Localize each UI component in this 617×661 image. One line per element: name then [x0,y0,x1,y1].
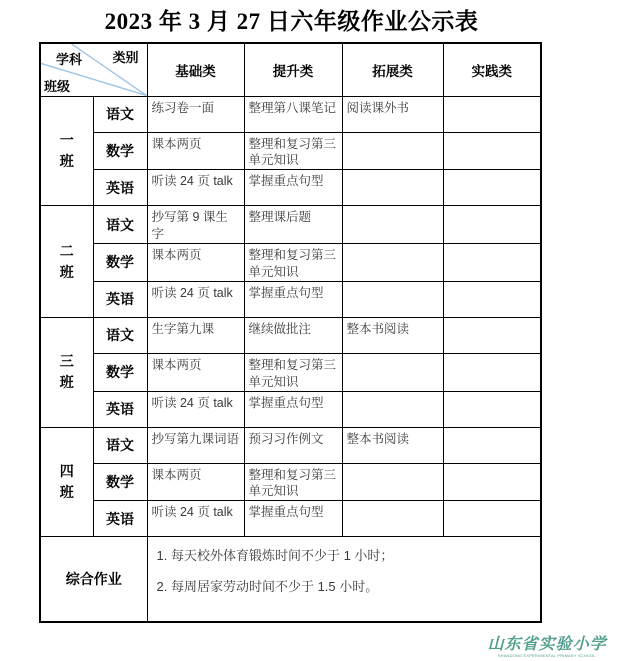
summary-item-2: 2. 每周居家劳动时间不少于 1.5 小时。 [156,579,379,595]
corner-label-category: 类别 [112,50,139,65]
homework-cell: 听读 24 页 talk [147,281,244,317]
homework-cell: 继续做批注 [244,317,342,353]
homework-cell: 整理和复习第三单元知识 [244,244,342,282]
summary-item-1: 1. 每天校外体育锻炼时间不少于 1 小时； [156,548,394,564]
homework-cell [443,132,541,170]
summary-label: 综合作业 [40,537,147,622]
corner-label-subject: 学科 [56,52,83,67]
class-name: 三班 [59,353,74,391]
table-row [40,206,541,244]
subject-cell: 语文 [93,96,147,132]
homework-cell: 掌握重点句型 [244,170,342,206]
table-row [40,463,541,501]
homework-cell: 预习习作例文 [244,427,342,463]
summary-content [147,537,541,622]
subject-cell: 语文 [93,317,147,353]
homework-cell: 整理第八课笔记 [244,96,342,132]
homework-cell: 整理和复习第三单元知识 [244,463,342,501]
homework-cell: 阅读课外书 [342,96,443,132]
class-name: 一班 [59,131,74,169]
class-name-cell [40,317,93,427]
school-name-english: SHANDONG EXPERIMENTAL PRIMARY SCHOOL [498,654,597,659]
homework-cell [443,463,541,501]
homework-cell [443,501,541,537]
subject-cell: 英语 [93,170,147,206]
homework-cell: 课本两页 [147,132,244,170]
school-watermark [484,637,610,660]
table-row [40,132,541,170]
table-row [40,317,541,353]
homework-cell [342,206,443,244]
homework-cell [342,463,443,501]
homework-cell: 抄写第 9 课生字 [147,206,244,244]
homework-table [39,42,542,623]
class-name: 二班 [59,242,74,280]
homework-cell [443,206,541,244]
table-row [40,281,541,317]
homework-cell [342,353,443,391]
homework-cell: 掌握重点句型 [244,501,342,537]
homework-cell: 生字第九课 [147,317,244,353]
subject-cell: 英语 [93,391,147,427]
homework-cell: 听读 24 页 talk [147,170,244,206]
homework-cell: 整本书阅读 [342,317,443,353]
subject-cell: 英语 [93,281,147,317]
corner-label-class: 班级 [44,78,71,94]
page-title: 2023 年 3 月 27 日六年级作业公示表 [104,9,479,34]
homework-cell [342,501,443,537]
table-row [40,391,541,427]
corner-header-cell [40,43,147,96]
homework-cell: 听读 24 页 talk [147,391,244,427]
homework-cell: 整理和复习第三单元知识 [244,353,342,391]
homework-cell [443,317,541,353]
column-header-expand: 拓展类 [342,43,443,96]
column-header-improve: 提升类 [244,43,342,96]
class-name-cell [40,206,93,318]
homework-cell: 整理课后题 [244,206,342,244]
homework-cell [342,132,443,170]
homework-cell: 抄写第九课词语 [147,427,244,463]
homework-cell [443,427,541,463]
table-row [40,96,541,132]
header-row [40,43,541,96]
homework-cell: 掌握重点句型 [244,391,342,427]
subject-cell: 数学 [93,132,147,170]
column-header-practice: 实践类 [443,43,541,96]
homework-cell [342,244,443,282]
homework-cell: 整本书阅读 [342,427,443,463]
class-name-cell [40,96,93,206]
homework-cell: 练习卷一面 [147,96,244,132]
table-row [40,427,541,463]
homework-cell [342,391,443,427]
homework-cell [342,170,443,206]
class-name: 四班 [59,462,74,500]
class-name-cell [40,427,93,537]
subject-cell: 数学 [93,463,147,501]
homework-cell: 听读 24 页 talk [147,501,244,537]
subject-cell: 数学 [93,353,147,391]
subject-cell: 语文 [93,206,147,244]
homework-cell [443,353,541,391]
homework-cell: 课本两页 [147,463,244,501]
table-row [40,353,541,391]
table-row [40,170,541,206]
subject-cell: 数学 [93,244,147,282]
school-name: 山东省实验小学 [487,636,607,654]
column-header-basic: 基础类 [147,43,244,96]
table-row [40,501,541,537]
homework-cell [342,281,443,317]
table-row [40,244,541,282]
homework-cell [443,170,541,206]
homework-cell: 整理和复习第三单元知识 [244,132,342,170]
homework-cell: 掌握重点句型 [244,281,342,317]
homework-cell [443,281,541,317]
homework-cell: 课本两页 [147,244,244,282]
subject-cell: 语文 [93,427,147,463]
homework-cell [443,391,541,427]
summary-row [40,537,541,622]
subject-cell: 英语 [93,501,147,537]
homework-cell [443,96,541,132]
homework-cell: 课本两页 [147,353,244,391]
homework-cell [443,244,541,282]
